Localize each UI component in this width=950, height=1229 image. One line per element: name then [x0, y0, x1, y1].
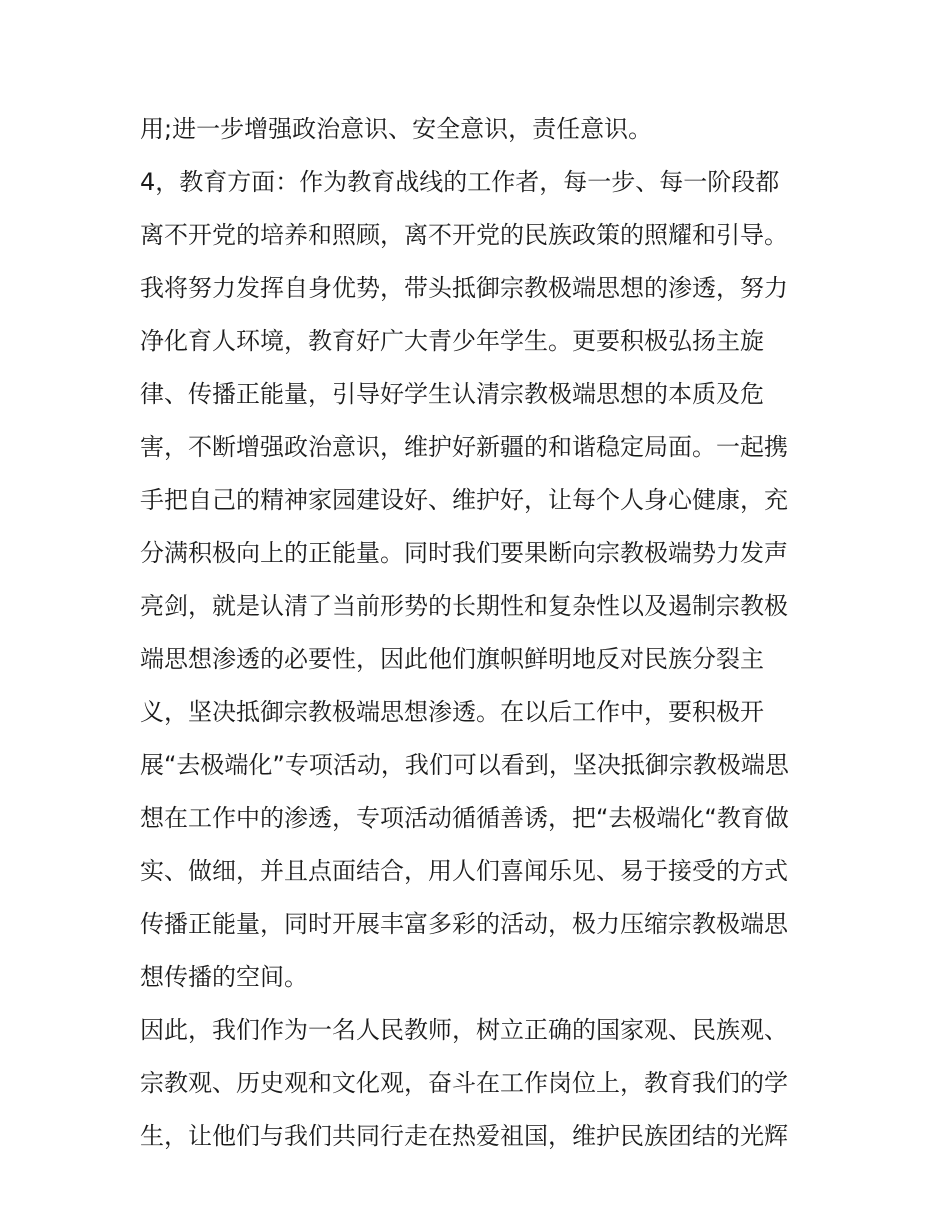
text-line: 我将努力发挥自身优势，带头抵御宗教极端思想的渗透，努力 — [140, 274, 788, 302]
text-line: 害，不断增强政治意识，维护好新疆的和谐稳定局面。一起携 — [140, 433, 788, 461]
text-line: 用;进一步增强政治意识、安全意识，责任意识。 — [140, 115, 653, 143]
text-line: 传播正能量，同时开展丰富多彩的活动，极力压缩宗教极端思 — [140, 910, 788, 938]
text-line: 因此，我们作为一名人民教师，树立正确的国家观、民族观、 — [140, 1016, 788, 1044]
text-line: 4，教育方面：作为教育战线的工作者，每一步、每一阶段都 — [140, 168, 780, 196]
text-line: 宗教观、历史观和文化观，奋斗在工作岗位上，教育我们的学 — [140, 1069, 788, 1097]
text-line: 实、做细，并且点面结合，用人们喜闻乐见、易于接受的方式 — [140, 857, 788, 885]
text-line: 离不开党的培养和照顾，离不开党的民族政策的照耀和引导。 — [140, 221, 788, 249]
text-line: 义，坚决抵御宗教极端思想渗透。在以后工作中，要积极开 — [140, 698, 764, 726]
text-line: 手把自己的精神家园建设好、维护好，让每个人身心健康，充 — [140, 486, 788, 514]
text-line: 想传播的空间。 — [140, 963, 308, 991]
text-line: 律、传播正能量，引导好学生认清宗教极端思想的本质及危 — [140, 380, 764, 408]
text-line: 净化育人环境，教育好广大青少年学生。更要积极弘扬主旋 — [140, 327, 764, 355]
text-line: 分满积极向上的正能量。同时我们要果断向宗教极端势力发声 — [140, 539, 788, 567]
text-line: 生，让他们与我们共同行走在热爱祖国，维护民族团结的光辉 — [140, 1122, 788, 1150]
text-line: 亮剑，就是认清了当前形势的长期性和复杂性以及遏制宗教极 — [140, 592, 788, 620]
text-line: 想在工作中的渗透，专项活动循循善诱，把“去极端化“教育做 — [140, 804, 789, 832]
text-line: 展“去极端化”专项活动，我们可以看到，坚决抵御宗教极端思 — [140, 751, 789, 779]
text-line: 端思想渗透的必要性，因此他们旗帜鲜明地反对民族分裂主 — [140, 645, 764, 673]
